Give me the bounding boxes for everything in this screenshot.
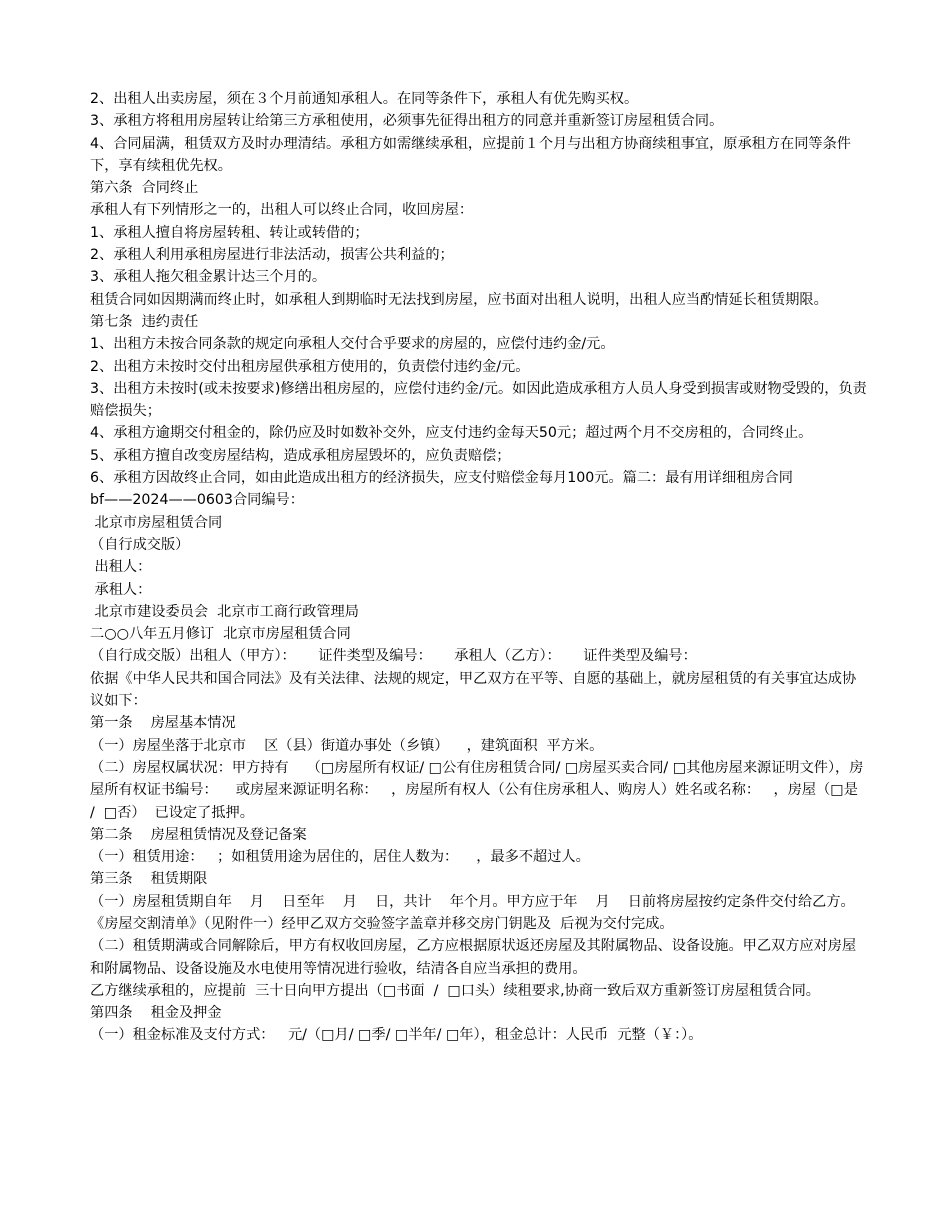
clause-7-item-6: 6、承租方因故终止合同，如由此造成出租方的经济损失，应支付赔偿金每月100元。篇二：最有用详细租房合同 (90, 470, 793, 487)
lessee-label: 承租人： (90, 581, 152, 598)
article-3-renewal: 乙方继续承租的，应提前 三十日向甲方提出（□书面 / □口头）续租要求,协商一致后双方重新签订房屋租赁合同。 (90, 982, 820, 999)
article-3-item-2: （二）租赁期满或合同解除后，甲方有权收回房屋，乙方应根据原状返还房屋及其附属物品、设备设施。甲乙双方应对房屋和附属物品、设备设施及水电使用等情况进行验收，结清各自应当承担的费用。 (90, 938, 857, 977)
clause-6-item-1: 1、承租人擅自将房屋转租、转让或转借的； (90, 224, 369, 241)
contract-edition: （自行成交版） (90, 536, 190, 553)
clause-6-item-2: 2、承租人利用承租房屋进行非法活动，损害公共利益的； (90, 247, 454, 264)
clause-6-intro: 承租人有下列情形之一的，出租人可以终止合同，收回房屋： (90, 202, 474, 219)
clause-5-item-3: 3、承租方将租用房屋转让给第三方承租使用，必须事先征得出租方的同意并重新签订房屋租赁合同。 (90, 113, 724, 130)
clause-6-heading: 第六条 合同终止 (90, 180, 199, 197)
document-page (90, 88, 870, 1047)
article-4-heading: 第四条 租金及押金 (90, 1005, 222, 1022)
article-1-item-1: （一）房屋坐落于北京市 区（县）街道办事处（乡镇） ，建筑面积 平方米。 (90, 737, 604, 754)
contract-title: 北京市房屋租赁合同 (90, 514, 223, 531)
clause-7-item-3: 3、出租方未按时(或未按要求)修缮出租房屋的，应偿付违约金/元。如因此造成承租方人员人身受到损害或财物受毁的，负责赔偿损失； (90, 380, 867, 420)
clause-5-item-2: 2、出租人出卖房屋，须在３个月前通知承租人。在同等条件下，承租人有优先购买权。 (90, 91, 639, 107)
article-3-heading: 第三条 租赁期限 (90, 871, 208, 888)
clause-7-item-1: 1、出租方未按合同条款的规定向承租人交付合乎要求的房屋的，应偿付违约金/元。 (90, 336, 615, 353)
article-1-item-2: （二）房屋权属状况：甲方持有 （□房屋所有权证/ □公有住房租赁合同/ □房屋买卖合同/ □其他房屋来源证明文件），房屋所有权证书编号： 或房屋来源证明名称： ，房屋所有权人（公有住房承租人、购房人）姓名或名称： ，房屋（□是 / □否） 已设定了抵押。 (90, 759, 867, 821)
clause-6-item-3: 3、承租人拖欠租金累计达三个月的。 (90, 269, 327, 286)
article-2-item-1: （一）租赁用途： ；如租赁用途为居住的，居住人数为： ，最多不超过人。 (90, 849, 590, 866)
article-1-heading: 第一条 房屋基本情况 (90, 715, 236, 732)
article-3-item-1: （一）房屋租赁期自年 月 日至年 月 日，共计 年个月。甲方应于年 月 日前将房屋按约定条件交付给乙方。《房屋交割清单》（见附件一）经甲乙双方交验签字盖章并移交房门钥匙及 后视为交付完成。 (90, 893, 855, 932)
clause-7-item-5: 5、承租方擅自改变房屋结构，造成承租房屋毁坏的，应负责赔偿； (90, 447, 511, 464)
parties-line: （自行成交版）出租人（甲方）： 证件类型及编号： 承租人（乙方）： 证件类型及编号： (90, 648, 697, 665)
clause-6-note: 租赁合同如因期满而终止时，如承租人到期临时无法找到房屋，应书面对出租人说明，出租人应当酌情延长租赁期限。 (90, 291, 828, 308)
contract-number: bf——2024——0603合同编号： (90, 492, 304, 509)
clause-7-heading: 第七条 违约责任 (90, 313, 199, 330)
revision-line: 二○○八年五月修订 北京市房屋租赁合同 (90, 626, 351, 643)
issuing-authorities: 北京市建设委员会 北京市工商行政管理局 (90, 603, 359, 620)
clause-7-item-4: 4、承租方逾期交付租金的，除仍应及时如数补交外，应支付违约金每天50元；超过两个月不交房租的，合同终止。 (90, 425, 813, 442)
lessor-label: 出租人： (90, 559, 152, 576)
preamble: 依据《中华人民共和国合同法》及有关法律、法规的规定，甲乙双方在平等、自愿的基础上，就房屋租赁的有关事宜达成协议如下： (90, 670, 857, 710)
clause-7-item-2: 2、出租方未按时交付出租房屋供承租方使用的，负责偿付违约金/元。 (90, 358, 530, 375)
clause-5-item-4: 4、合同届满，租赁双方及时办理清结。承租方如需继续承租，应提前１个月与出租方协商续租事宜，原承租方在同等条件下，享有续租优先权。 (90, 135, 851, 174)
article-2-heading: 第二条 房屋租赁情况及登记备案 (90, 826, 307, 843)
article-4-item-1: （一）租金标准及支付方式： 元/（□月/ □季/ □半年/ □年），租金总计：人民币 元整（￥：）。 (90, 1027, 703, 1044)
